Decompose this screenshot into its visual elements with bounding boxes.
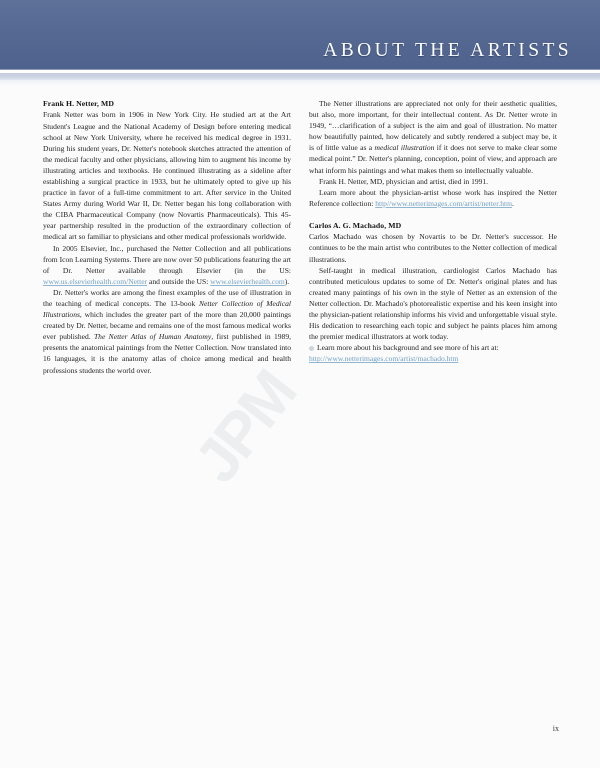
netter-paragraph-1: Frank Netter was born in 1906 in New York City. He studied art at the Art Student's League and the National Academy of Design before entering medical school at New York University, where he received his medical degree in 1931. During his student years, Dr. Netter's notebook sketches attracted the attention of the medical faculty and other physicians, allowing him to augment his income by illustrating articles and textbooks. He continued illustrating as a sideline after establishing a surgical practice in 1933, but he ultimately opted to give up his practice in favor of a full-time commitment to art. After service in the United States Army during World War II, Dr. Netter began his long collaboration with the CIBA Pharmaceutical Company (now Novartis Pharmaceuticals). This 45-year partnership resulted in the production of the extraordinary collection of medical art so familiar to physicians and other medical professionals worldwide. bbox=[43, 110, 291, 242]
netter-learn-more-pre: Learn more about the physician-artist whose work has inspired the Netter Reference collection: bbox=[309, 187, 557, 208]
netter-learn-more bbox=[309, 187, 557, 209]
netter-learn-more-post: . bbox=[512, 198, 514, 208]
illustrations-paragraph bbox=[309, 98, 557, 176]
netter-paragraph-3 bbox=[43, 287, 291, 376]
machado-artist-link[interactable]: http://www.netterimages.com/artist/machado.htm bbox=[309, 354, 459, 364]
netter-paragraph-3-b: , which includes the greater part of the more than 20,000 paintings created by Dr. Netter, became and remains one of the most famous medical works ever published. bbox=[43, 310, 291, 342]
netter-paragraph-2-pre: In 2005 Elsevier, Inc., purchased the Netter Collection and all publications from Icon Learning Systems. There are now over 50 publications featuring the art of Dr. Netter available through Elsevier (in the US: bbox=[43, 243, 291, 275]
netter-paragraph-3-a: Dr. Netter's works are among the finest examples of the use of illustration in the teaching of medical concepts. The 13-book bbox=[43, 287, 291, 308]
elsevier-intl-link[interactable]: www.elsevierhealth.com bbox=[210, 276, 285, 286]
machado-paragraph-1: Carlos Machado was chosen by Novartis to be Dr. Netter's successor. He continues to be the main artist who contributes to the Netter collection of medical illustrations. bbox=[309, 232, 557, 264]
page-content bbox=[43, 98, 557, 376]
netter-death-note: Frank H. Netter, MD, physician and artist, died in 1991. bbox=[319, 176, 489, 186]
left-column bbox=[43, 98, 291, 376]
header-strip-fade bbox=[0, 80, 600, 86]
netter-paragraph-2-post: ). bbox=[284, 276, 290, 286]
netter-heading: Frank H. Netter, MD bbox=[43, 99, 114, 108]
page-header-band bbox=[0, 0, 600, 69]
header-accent-strip bbox=[0, 73, 600, 80]
illustrations-paragraph-a: The Netter illustrations are appreciated not only for their aesthetic qualities, but also, more important, for their intellectual content. As Dr. Netter wrote in 1949, “…clarification of a subject is the aim and goal of illustration. No matter how beautifully painted, how delicately and subtly rendered a subject may be, it is of little value as a bbox=[309, 99, 557, 153]
netter-collection-title: Netter Collection of Medical Illustrations bbox=[43, 299, 291, 320]
machado-learn-more bbox=[309, 342, 557, 364]
machado-learn-more-pre: Learn more about his background and see more of his art at: bbox=[317, 343, 499, 353]
page-number: ix bbox=[552, 724, 559, 733]
netter-paragraph-2-mid: and outside the US: bbox=[147, 276, 211, 286]
netter-reference-link[interactable]: http//www.netterimages.com/artist/netter.htm bbox=[375, 198, 513, 208]
elsevier-us-link[interactable]: www.us.elsevierhealth.com/Netter bbox=[43, 276, 148, 286]
right-column bbox=[309, 98, 557, 376]
netter-paragraph-2 bbox=[43, 243, 291, 287]
bullet-dot-icon bbox=[309, 346, 314, 351]
netter-atlas-title: The Netter Atlas of Human Anatomy bbox=[93, 332, 212, 342]
netter-paragraph-3-c: , first published in 1989, presents the anatomical paintings from the Netter Collection. Now translated into 16 languages, it is the anatomy atlas of choice among medical and health professions students the world over. bbox=[43, 332, 291, 375]
page-watermark: JPM bbox=[181, 359, 309, 496]
page-title: ABOUT THE ARTISTS bbox=[323, 40, 572, 61]
machado-paragraph-2: Self-taught in medical illustration, cardiologist Carlos Machado has contributed meticulous updates to some of Dr. Netter's original plates and has created many paintings of his own in the style of Netter as an extension of the Netter collection. Dr. Machado's photorealistic expertise and his keen insight into the physician-patient relationship informs his vivid and unforgettable visual style. His dedication to researching each topic and subject he paints places him among the premier medical illustrators at work today. bbox=[309, 265, 557, 342]
medical-illustration-italic: medical illustration bbox=[374, 143, 435, 153]
illustrations-paragraph-b: if it does not serve to make clear some medical point.” Dr. Netter's planning, conception, point of view, and approach are what inform his paintings and what makes them so intellectually valuable. bbox=[309, 143, 557, 175]
machado-heading: Carlos A. G. Machado, MD bbox=[309, 220, 402, 230]
